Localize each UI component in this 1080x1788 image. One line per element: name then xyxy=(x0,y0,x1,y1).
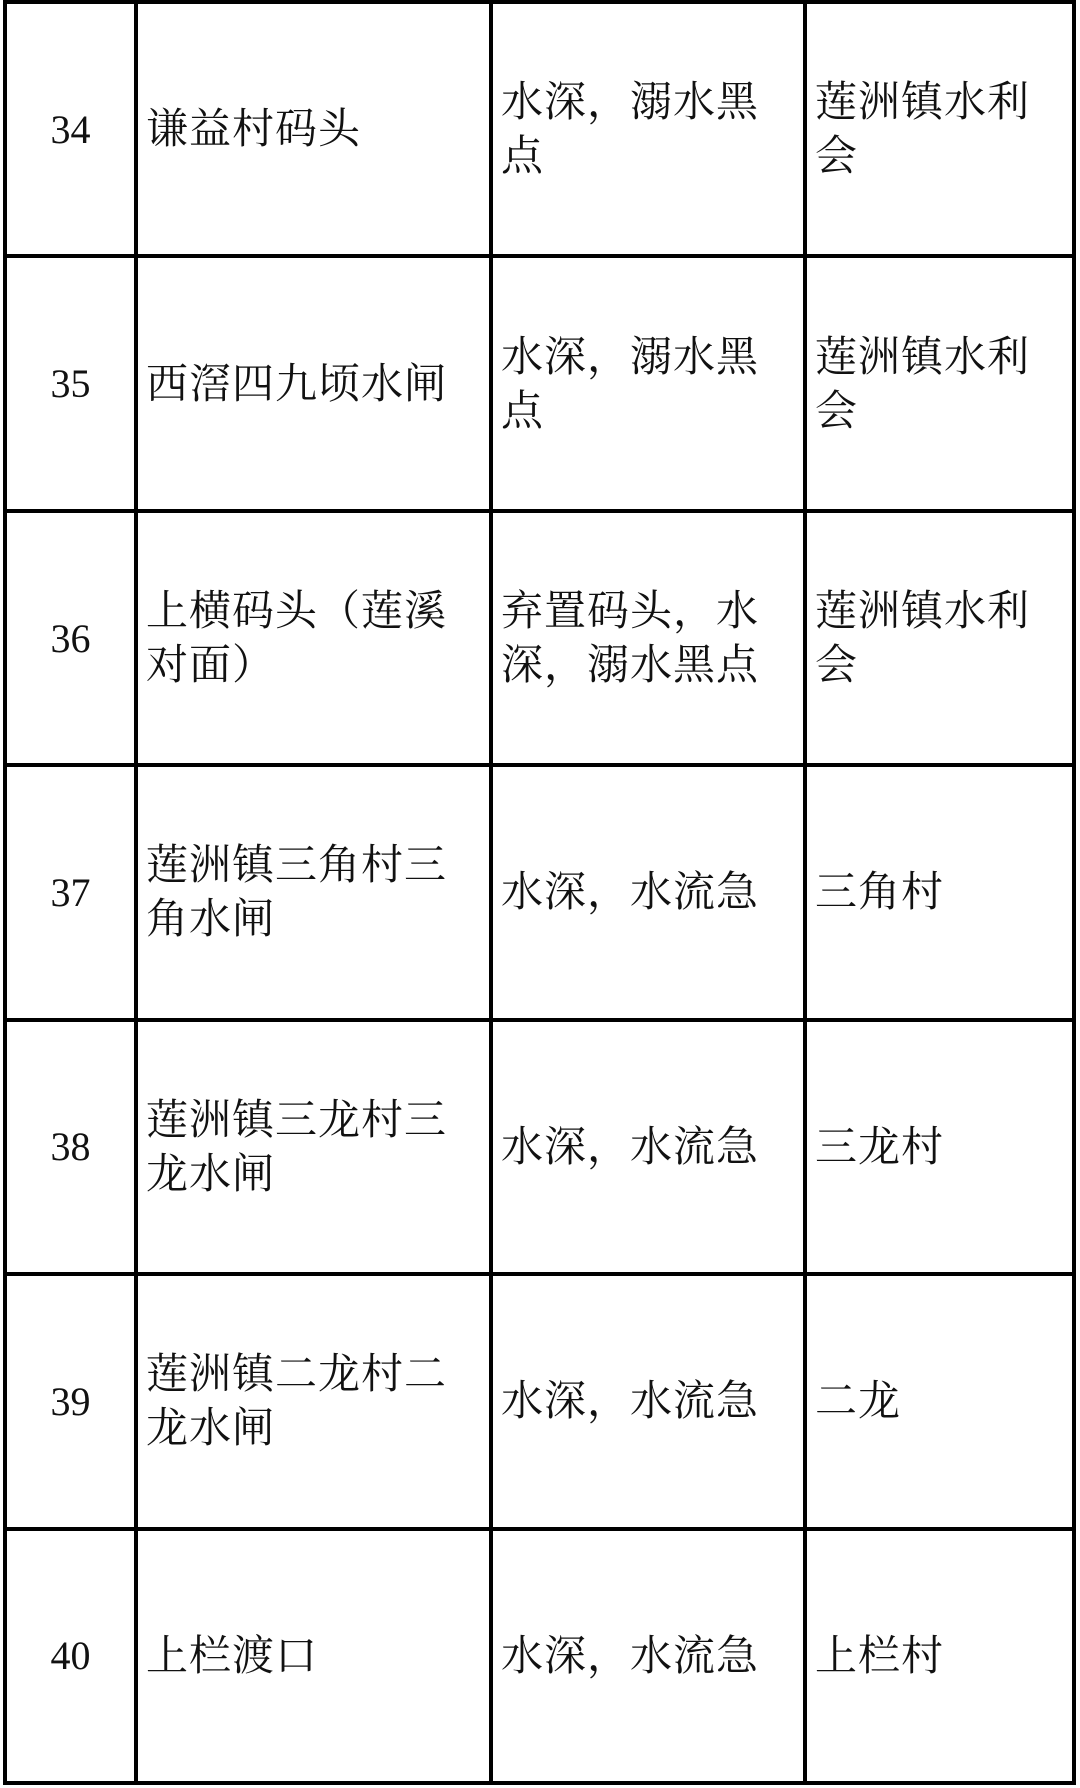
risk-description: 弃置码头，水深，溺水黑点 xyxy=(501,586,760,690)
table-row xyxy=(5,1020,1074,1274)
risk-description: 水深，水流急 xyxy=(501,1121,760,1171)
table-row xyxy=(5,256,1074,510)
table-row xyxy=(5,2,1074,256)
location-name: 莲洲镇二龙村二龙水闸 xyxy=(146,1349,448,1453)
responsible-unit: 莲洲镇水利会 xyxy=(815,331,1031,435)
table-row xyxy=(5,765,1074,1019)
responsible-unit: 三角村 xyxy=(815,867,945,917)
hazard-location-table xyxy=(3,0,1076,1785)
table-row xyxy=(5,1274,1074,1528)
location-name: 谦益村码头 xyxy=(146,104,362,154)
risk-description: 水深，水流急 xyxy=(501,1376,760,1426)
row-number: 40 xyxy=(5,1529,136,1783)
responsible-unit: 莲洲镇水利会 xyxy=(815,586,1031,690)
location-name: 莲洲镇三角村三角水闸 xyxy=(146,840,448,944)
location-name: 上横码头（莲溪对面） xyxy=(146,586,448,690)
risk-description: 水深，水流急 xyxy=(501,1630,760,1680)
row-number: 37 xyxy=(5,765,136,1019)
row-number: 34 xyxy=(5,2,136,256)
table-row xyxy=(5,1529,1074,1783)
responsible-unit: 上栏村 xyxy=(815,1630,945,1680)
risk-description: 水深，水流急 xyxy=(501,867,760,917)
location-name: 莲洲镇三龙村三龙水闸 xyxy=(146,1094,448,1198)
row-number: 38 xyxy=(5,1020,136,1274)
responsible-unit: 二龙 xyxy=(815,1376,902,1426)
location-name: 西滘四九顷水闸 xyxy=(146,358,448,408)
row-number: 39 xyxy=(5,1274,136,1528)
responsible-unit: 三龙村 xyxy=(815,1121,945,1171)
location-name: 上栏渡口 xyxy=(146,1630,319,1680)
risk-description: 水深，溺水黑点 xyxy=(501,331,760,435)
responsible-unit: 莲洲镇水利会 xyxy=(815,77,1031,181)
table-row xyxy=(5,511,1074,765)
row-number: 36 xyxy=(5,511,136,765)
row-number: 35 xyxy=(5,256,136,510)
risk-description: 水深，溺水黑点 xyxy=(501,77,760,181)
